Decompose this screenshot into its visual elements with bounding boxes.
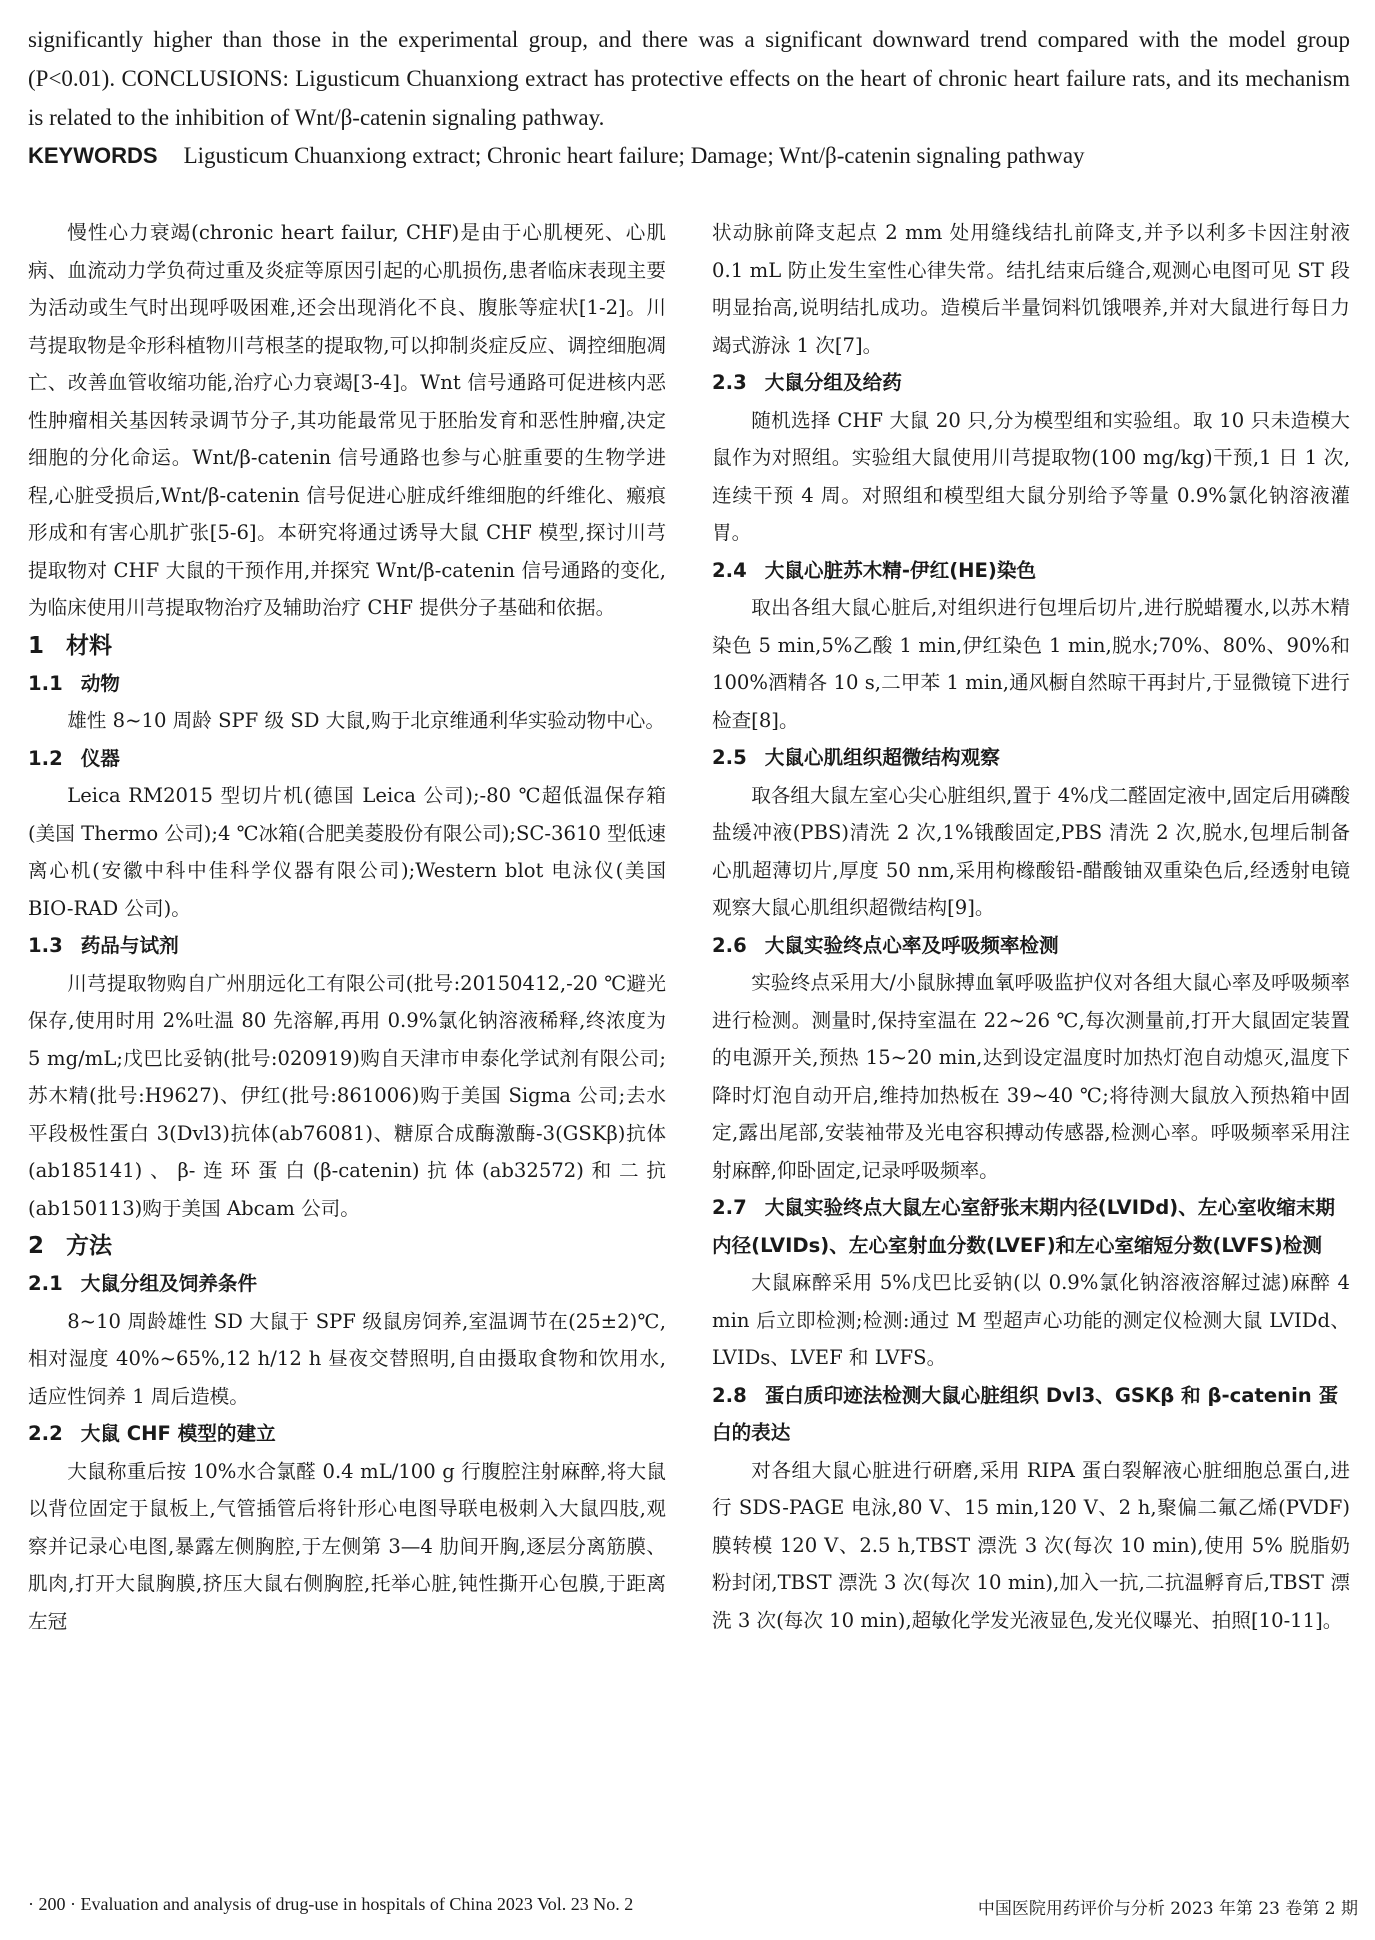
paragraph-2-4: 取出各组大鼠心脏后,对组织进行包埋后切片,进行脱蜡覆水,以苏木精染色 5 min,5%乙酸 1 min,伊红染色 1 min,脱水;70%、80%、90%和 100%酒精各 10 s,二甲苯 1 min,通风橱自然晾干再封片,于显微镜下进行检查[8]。 — [712, 596, 1350, 732]
subsection-heading-2-3: 2.3 大鼠分组及给药 — [712, 371, 902, 394]
subsection-heading-2-7: 2.7 大鼠实验终点大鼠左心室舒张末期内径(LVIDd)、左心室收缩末期内径(LVIDs)、左心室射血分数(LVEF)和左心室缩短分数(LVFS)检测 — [712, 1196, 1336, 1257]
paragraph-1-1: 雄性 8~10 周龄 SPF 级 SD 大鼠,购于北京维通利华实验动物中心。 — [67, 709, 665, 732]
subsection-heading-2-1: 2.1 大鼠分组及饲养条件 — [28, 1272, 258, 1295]
left-column — [28, 214, 666, 1640]
subsection-heading-2-8: 2.8 蛋白质印迹法检测大鼠心脏组织 Dvl3、GSKβ 和 β-catenin 蛋白的表达 — [712, 1383, 1339, 1444]
footer-journal-cn: 中国医院用药评价与分析 2023 年第 23 卷第 2 期 — [977, 1899, 1358, 1919]
paragraph-2-2-continued: 状动脉前降支起点 2 mm 处用缝线结扎前降支,并予以利多卡因注射液 0.1 mL 防止发生室性心律失常。结扎结束后缝合,观测心电图可见 ST 段明显抬高,说明结扎成功。造模后半量饲料饥饿喂养,并对大鼠进行每日力竭式游泳 1 次[7]。 — [712, 221, 1350, 357]
paragraph-2-3: 随机选择 CHF 大鼠 20 只,分为模型组和实验组。取 10 只未造模大鼠作为对照组。实验组大鼠使用川芎提取物(100 mg/kg)干预,1 日 1 次,连续干预 4 周。对照组和模型组大鼠分别给予等量 0.9%氯化钠溶液灌胃。 — [712, 408, 1350, 544]
subsection-heading-1-1: 1.1 动物 — [28, 671, 120, 695]
keywords-text: Ligusticum Chuanxiong extract; Chronic heart failure; Damage; Wnt/β-catenin signaling pathway — [183, 143, 1085, 168]
paragraph-1-3: 川芎提取物购自广州朋远化工有限公司(批号:20150412,-20 ℃避光保存,使用时用 2%吐温 80 先溶解,再用 0.9%氯化钠溶液稀释,终浓度为 5 mg/mL;戊巴比妥钠(批号:020919)购自天津市申泰化学试剂有限公司;苏木精(批号:H9627)、伊红(批号:861006)购于美国 Sigma 公司;去水平段极性蛋白 3(Dvl3)抗体(ab76081)、糖原合成酶激酶-3(GSKβ)抗体(ab185141)、β-连环蛋白(β-catenin)抗体(ab32572)和二抗(ab150113)购于美国 Abcam 公司。 — [28, 971, 666, 1220]
subsection-heading-2-4: 2.4 大鼠心脏苏木精-伊红(HE)染色 — [712, 558, 1037, 582]
keywords-line — [28, 138, 1358, 174]
english-abstract-conclusion: significantly higher than those in the experimental group, and there was a significant downward trend compared with the model group (P<0.01). CONCLUSIONS: Ligusticum Chuanxiong extract has protective effects on the heart of chronic heart failure rats, and its mechanism is related to the inhibition of Wnt/β-catenin signaling pathway. — [28, 27, 1350, 130]
paragraph-2-6: 实验终点采用大/小鼠脉搏血氧呼吸监护仪对各组大鼠心率及呼吸频率进行检测。测量时,保持室温在 22~26 ℃,每次测量前,打开大鼠固定装置的电源开关,预热 15~20 min,达到设定温度时加热灯泡自动熄灭,温度下降时灯泡自动开启,维持加热板在 39~40 ℃;将待测大鼠放入预热箱中固定,露出尾部,安装袖带及光电容积搏动传感器,检测心率。呼吸频率采用注射麻醉,仰卧固定,记录呼吸频率。 — [712, 971, 1350, 1182]
subsection-heading-2-5: 2.5 大鼠心肌组织超微结构观察 — [712, 746, 1000, 769]
paragraph-2-7: 大鼠麻醉采用 5%戊巴比妥钠(以 0.9%氯化钠溶液溶解过滤)麻醉 4 min 后立即检测;检测:通过 M 型超声心功能的测定仪检测大鼠 LVIDd、LVIDs、LVEF 和 LVFS。 — [712, 1271, 1350, 1369]
subsection-heading-1-2: 1.2 仪器 — [28, 746, 120, 770]
intro-paragraph: 慢性心力衰竭(chronic heart failur, CHF)是由于心肌梗死、心肌病、血流动力学负荷过重及炎症等原因引起的心肌损伤,患者临床表现主要为活动或生气时出现呼吸困难,还会出现消化不良、腹胀等症状[1-2]。川芎提取物是伞形科植物川芎根茎的提取物,可以抑制炎症反应、调控细胞凋亡、改善血管收缩功能,治疗心力衰竭[3-4]。Wnt 信号通路可促进核内恶性肿瘤相关基因转录调节分子,其功能最常见于胚胎发育和恶性肿瘤,决定细胞的分化命运。Wnt/β-catenin 信号通路也参与心脏重要的生物学进程,心脏受损后,Wnt/β-catenin 信号促进心脏成纤维细胞的纤维化、瘢痕形成和有害心肌扩张[5-6]。本研究将通过诱导大鼠 CHF 模型,探讨川芎提取物对 CHF 大鼠的干预作用,并探究 Wnt/β-catenin 信号通路的变化,为临床使用川芎提取物治疗及辅助治疗 CHF 提供分子基础和依据。 — [28, 221, 666, 619]
subsection-heading-1-3: 1.3 药品与试剂 — [28, 934, 179, 957]
section-heading-2: 2 方法 — [28, 1233, 113, 1259]
footer-journal-en: · 200 · Evaluation and analysis of drug-use in hospitals of China 2023 Vol. 23 No. 2 — [28, 1894, 634, 1914]
paragraph-2-5: 取各组大鼠左室心尖心脏组织,置于 4%戊二醛固定液中,固定后用磷酸盐缓冲液(PBS)清洗 2 次,1%锇酸固定,PBS 清洗 2 次,脱水,包埋后制备心肌超薄切片,厚度 50 nm,采用枸橼酸铅-醋酸铀双重染色后,经透射电镜观察大鼠心肌组织超微结构[9]。 — [712, 783, 1350, 919]
paragraph-2-8: 对各组大鼠心脏进行研磨,采用 RIPA 蛋白裂解液心脏细胞总蛋白,进行 SDS-PAGE 电泳,80 V、15 min,120 V、2 h,聚偏二氟乙烯(PVDF)膜转模 120 V、2.5 h,TBST 漂洗 3 次(每次 10 min),使用 5% 脱脂奶粉封闭,TBST 漂洗 3 次(每次 10 min),加入一抗,二抗温孵育后,TBST 漂洗 3 次(每次 10 min),超敏化学发光液显色,发光仪曝光、拍照[10-11]。 — [712, 1458, 1350, 1632]
keywords-label: KEYWORDS — [28, 143, 158, 168]
paragraph-2-1: 8~10 周龄雄性 SD 大鼠于 SPF 级鼠房饲养,室温调节在(25±2)℃,相对湿度 40%~65%,12 h/12 h 昼夜交替照明,自由摄取食物和饮用水,适应性饲养 1 周后造模。 — [28, 1309, 666, 1408]
paragraph-1-2: Leica RM2015 型切片机(德国 Leica 公司);-80 ℃超低温保存箱(美国 Thermo 公司);4 ℃冰箱(合肥美菱股份有限公司);SC-3610 型低速离心机(安徽中科中佳科学仪器有限公司);Western blot 电泳仪(美国 BIO-RAD 公司)。 — [28, 784, 666, 920]
subsection-heading-2-6: 2.6 大鼠实验终点心率及呼吸频率检测 — [712, 933, 1059, 957]
paragraph-2-2: 大鼠称重后按 10%水合氯醛 0.4 mL/100 g 行腹腔注射麻醉,将大鼠以背位固定于鼠板上,气管插管后将针形心电图导联电极刺入大鼠四肢,观察并记录心电图,暴露左侧胸腔,于左侧第 3—4 肋间开胸,逐层分离筋膜、肌肉,打开大鼠胸膜,挤压大鼠右侧胸腔,托举心脏,钝性撕开心包膜,于距离左冠 — [28, 1459, 666, 1633]
section-heading-1: 1 材料 — [28, 632, 113, 659]
right-column — [712, 214, 1350, 1639]
subsection-heading-2-2: 2.2 大鼠 CHF 模型的建立 — [28, 1422, 276, 1445]
